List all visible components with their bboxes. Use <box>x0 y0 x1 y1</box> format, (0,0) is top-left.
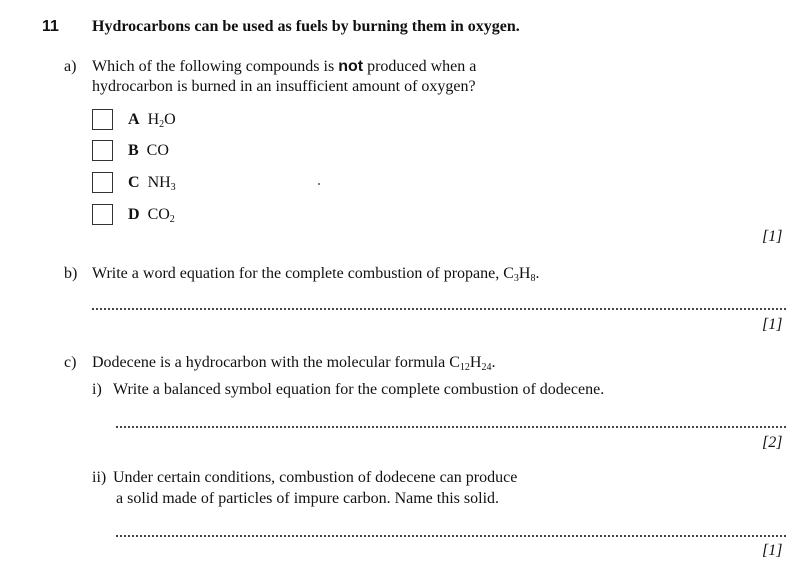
part-a-label: a) <box>64 58 77 75</box>
part-c-ii-label: ii) <box>92 469 107 486</box>
part-a-marks: [1] <box>762 228 783 245</box>
option-a-checkbox[interactable] <box>92 109 113 130</box>
question-title: Hydrocarbons can be used as fuels by burning them in oxygen. <box>92 18 520 35</box>
emphasis-not: not <box>338 58 364 75</box>
part-a-prompt-line1: Which of the following compounds is not produced when a <box>92 58 477 75</box>
part-c-i-label: i) <box>92 381 102 398</box>
part-c-prompt: Dodecene is a hydrocarbon with the molecular formula $C_{12}H_{24}$. <box>92 354 496 373</box>
part-a-prompt-line2: hydrocarbon is burned in an insufficient amount of oxygen? <box>92 78 476 95</box>
part-c-i-marks: [2] <box>762 434 783 451</box>
option-c: C $NH_3$ <box>128 174 176 193</box>
option-b: B CO <box>128 142 169 159</box>
part-c-ii-prompt-line2: a solid made of particles of impure carbon. Name this solid. <box>116 490 500 507</box>
part-b-prompt: Write a word equation for the complete combustion of propane, $C_3H_8$. <box>92 265 540 284</box>
question-number: 11 <box>42 18 59 35</box>
option-b-checkbox[interactable] <box>92 140 113 161</box>
part-b-label: b) <box>64 265 78 282</box>
option-c-checkbox[interactable] <box>92 172 113 193</box>
part-c-ii-marks: [1] <box>762 542 783 559</box>
part-c-ii-prompt-line1: Under certain conditions, combustion of dodecene can produce <box>113 469 518 486</box>
part-b-answer-line[interactable] <box>92 308 786 310</box>
option-d: D $CO_2$ <box>128 206 175 225</box>
part-c-i-prompt: Write a balanced symbol equation for the complete combustion of dodecene. <box>113 381 605 398</box>
part-c-label: c) <box>64 354 77 371</box>
part-c-i-answer-line[interactable] <box>116 426 786 428</box>
part-c-ii-answer-line[interactable] <box>116 535 786 537</box>
option-d-checkbox[interactable] <box>92 204 113 225</box>
part-b-marks: [1] <box>762 316 783 333</box>
scan-speck <box>318 183 320 185</box>
option-a: A $H_2O$ <box>128 111 176 130</box>
